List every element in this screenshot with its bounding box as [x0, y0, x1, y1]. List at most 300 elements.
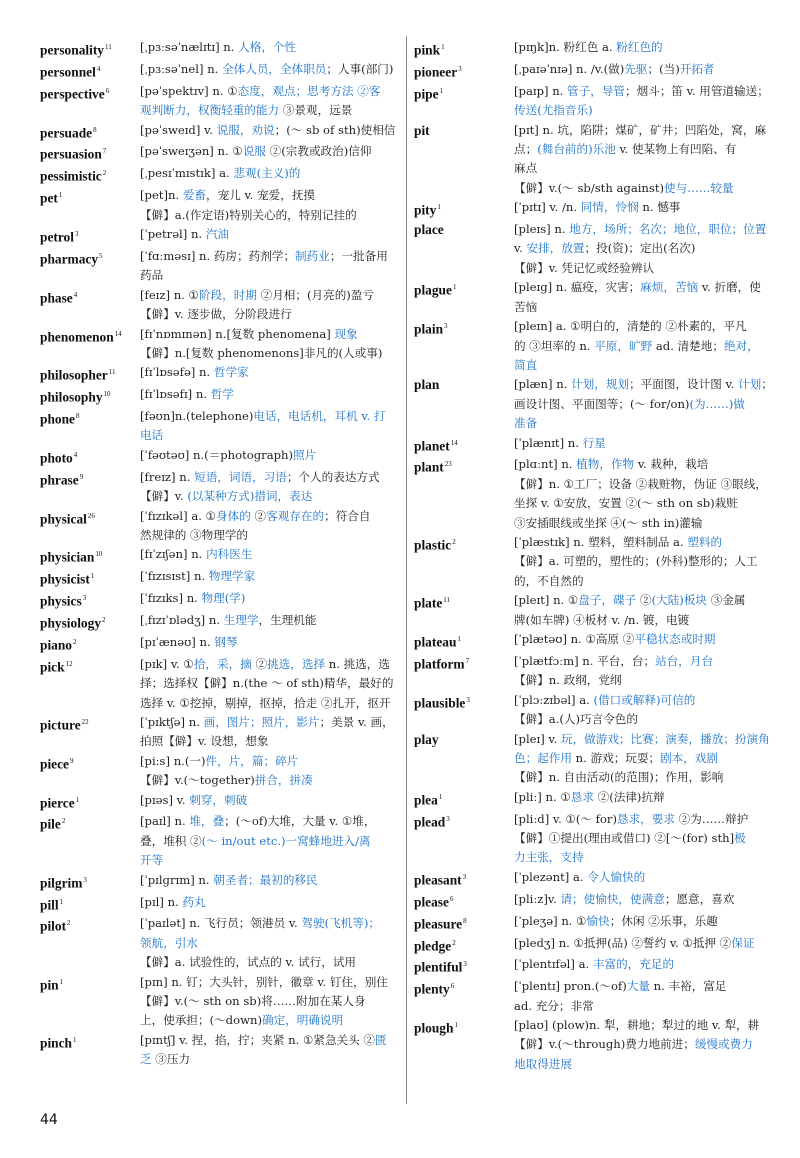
- highlighted-meaning: 丰富的，充足的: [592, 957, 675, 972]
- headword-text: plain: [414, 321, 444, 337]
- definition-text: ②(宗教或政治)信仰: [265, 144, 372, 159]
- definition-text: ；符合自: [324, 508, 371, 523]
- left-column: [40, 38, 402, 1070]
- definition-text: ②(法律)抗辩: [593, 789, 665, 804]
- definition-text: 选择 v. ①挖掉，剔掉，抠掉，拾走 ②扎开，抠开: [140, 695, 391, 710]
- definition-text: ；(～ sb of sth)使相信: [274, 122, 396, 137]
- headword-text: pessimistic: [40, 168, 102, 184]
- definition-text: [pet]n.: [140, 188, 183, 203]
- definition-text: [plaʊ] (plow)n. 犁，耕地；犁过的地 v. 犁，耕: [514, 1018, 760, 1033]
- definition-line: [140, 507, 402, 526]
- definition-line: [514, 1035, 776, 1054]
- highlighted-meaning: 剧本，戏剧: [660, 750, 719, 765]
- highlighted-meaning: (大陆)板块: [651, 593, 708, 608]
- headword-text: plastic: [414, 537, 452, 553]
- highlighted-meaning: 盘子，碟子: [578, 593, 637, 608]
- dict-entry: [414, 1016, 776, 1074]
- definition: [140, 973, 402, 1031]
- definition-line: [140, 446, 402, 465]
- definition: [140, 812, 402, 870]
- definition-text: ；个人的表达方式: [286, 469, 380, 484]
- definition-line: [514, 977, 776, 996]
- definition-text: [pɪk] v. ①: [140, 656, 194, 671]
- dict-entry: [40, 82, 402, 121]
- definition-line: [514, 710, 776, 729]
- headword-text: plateau: [414, 634, 457, 650]
- dict-entry: [414, 434, 776, 456]
- headword-text: place: [414, 222, 444, 238]
- headword: [40, 655, 140, 677]
- definition-text: ；美景 v. 画，: [319, 714, 394, 729]
- definition-text: ③安插眼线或坐探 ④(～ sth in)灌输: [514, 515, 703, 530]
- definition: [514, 455, 776, 533]
- dict-entry: [414, 375, 776, 433]
- headword-text: pinch: [40, 1035, 73, 1051]
- definition-line: [140, 468, 402, 487]
- dict-entry: [414, 912, 776, 934]
- dict-entry: [414, 868, 776, 890]
- headword: [40, 713, 140, 735]
- highlighted-meaning: 极: [734, 831, 746, 846]
- definition-text: 【僻】a.(人)巧言令色的: [514, 712, 638, 727]
- headword: [40, 468, 140, 490]
- frequency-count: 1: [59, 897, 64, 906]
- definition-line: [514, 768, 776, 787]
- definition-line: [514, 494, 776, 513]
- definition-line: [140, 363, 402, 382]
- headword: [40, 82, 140, 104]
- frequency-count: 2: [73, 637, 77, 646]
- definition-line: [514, 1055, 776, 1074]
- headword-text: piece: [40, 756, 69, 772]
- dict-entry: [414, 955, 776, 977]
- definition-text: n. 挑选，选: [325, 656, 390, 671]
- frequency-count: 5: [99, 251, 103, 260]
- highlighted-meaning: 物理(学): [201, 591, 246, 606]
- definition-text: ；投(资)；定出(名次): [584, 241, 696, 256]
- definition-line: [140, 426, 402, 445]
- highlighted-meaning: 粉红色的: [616, 40, 663, 54]
- headword: [40, 385, 140, 407]
- definition-line: [140, 674, 402, 693]
- definition-line: [514, 630, 776, 649]
- definition: [514, 652, 776, 691]
- frequency-count: 1: [75, 795, 80, 804]
- dict-entry: [40, 446, 402, 468]
- highlighted-meaning: 客观存在的: [266, 508, 325, 523]
- definition-text: [ˈplentɪ] pron.(～of): [514, 979, 627, 994]
- headword-text: pioneer: [414, 64, 458, 80]
- frequency-count: 26: [87, 511, 95, 520]
- highlighted-meaning: 短语，词语，习语: [194, 469, 287, 484]
- definition: [514, 278, 776, 317]
- highlighted-meaning: 简直: [514, 357, 538, 372]
- dict-entry: [414, 591, 776, 630]
- definition-line: [140, 832, 402, 851]
- definition-text: [pɪt] n. 坑，陷阱；煤矿，矿井；凹陷处，窝，麻: [514, 122, 767, 137]
- highlighted-meaning: 拾，采，摘: [193, 656, 252, 671]
- headword: [414, 890, 514, 912]
- definition-text: [ˈplætəʊ] n. ①高原 ②: [514, 632, 635, 647]
- dict-entry: [40, 121, 402, 143]
- dict-entry: [414, 38, 776, 60]
- headword-text: personality: [40, 42, 104, 58]
- page-number: 44: [40, 1112, 58, 1128]
- definition-line: [514, 912, 776, 931]
- headword: [40, 1031, 140, 1053]
- headword-text: physiology: [40, 615, 102, 631]
- headword-text: physicist: [40, 571, 90, 587]
- frequency-count: 6: [105, 86, 110, 95]
- highlighted-meaning: 汽油: [205, 227, 230, 241]
- dict-entry: [40, 567, 402, 589]
- definition: [514, 375, 776, 433]
- definition-text: ；一批备用: [329, 248, 388, 263]
- definition-text: [ˈplæstɪk] n. 塑料，塑料制品 a.: [514, 535, 688, 550]
- definition-text: [ˌpɜːsəˈnel]: [140, 61, 208, 76]
- headword: [414, 375, 514, 394]
- headword: [40, 446, 140, 468]
- headword: [414, 977, 514, 999]
- definition-text: [pleɪn] a. ①明白的，清楚的 ②朴素的，平凡: [514, 319, 747, 334]
- definition-line: [514, 455, 776, 474]
- definition-line: [514, 414, 776, 433]
- highlighted-meaning: 站台，月台: [655, 653, 714, 668]
- definition-text: ③压力: [151, 1052, 191, 1067]
- headword-text: philosopher: [40, 367, 108, 383]
- definition-text: [pɪˈænəʊ] n.: [140, 634, 215, 649]
- frequency-count: 1: [452, 283, 457, 292]
- highlighted-meaning: 哲学家: [213, 365, 249, 380]
- frequency-count: 2: [102, 616, 106, 624]
- headword: [414, 82, 514, 104]
- definition-text: 【僻】v.(～through)费力地前进；: [514, 1037, 695, 1052]
- definition-text: [paɪp] n.: [514, 83, 568, 98]
- definition-line: [140, 589, 402, 608]
- definition-line: [514, 591, 776, 610]
- definition-line: [514, 140, 776, 159]
- dict-entry: [40, 363, 402, 385]
- definition-text: 【僻】v.(～ sth on sb)将……附加在某人身: [140, 994, 366, 1009]
- definition-line: [140, 121, 402, 140]
- dict-entry: [40, 142, 402, 164]
- definition-text: [paɪl] n.: [140, 814, 190, 829]
- definition-line: [140, 655, 402, 674]
- highlighted-meaning: 刺穿，刺破: [189, 792, 248, 807]
- headword-text: phrase: [40, 472, 79, 488]
- highlighted-meaning: 行星: [582, 435, 606, 450]
- definition-text: ；休闲 ②乐事，乐趣: [609, 913, 718, 928]
- headword-text: plenty: [414, 981, 450, 997]
- dict-entry: [40, 633, 402, 655]
- dict-entry: [40, 611, 402, 633]
- highlighted-meaning: 请；使愉快，使满意: [560, 891, 665, 906]
- definition-text: n. 丰裕，富足: [649, 979, 727, 994]
- definition-text: [pleɪt] n. ①: [514, 593, 579, 608]
- definition-text: n.: [223, 40, 239, 54]
- frequency-count: 1: [90, 572, 95, 581]
- definition-text: 【僻】a.(作定语)特别关心的，特别记挂的: [140, 207, 357, 222]
- frequency-count: 23: [444, 460, 452, 469]
- definition-text: v. 折磨，使: [698, 280, 761, 295]
- dict-entry: [40, 893, 402, 915]
- definition-line: [140, 611, 402, 630]
- definition-line: [140, 1011, 402, 1030]
- definition-text: 【僻】n. 自由活动(的范围)；作用，影响: [514, 770, 724, 785]
- highlighted-meaning: 钢琴: [214, 634, 238, 649]
- highlighted-meaning: 计划，规划: [571, 377, 630, 392]
- definition-text: [pəˈspektɪv] n. ①: [140, 83, 238, 98]
- highlighted-meaning: 药丸: [182, 894, 206, 909]
- definition: [140, 611, 402, 630]
- definition-text: [pɪŋk]n. 粉红色 a.: [514, 40, 617, 54]
- definition-text: [pledʒ] n. ①抵押(品) ②誓约 v. ①抵押 ②: [514, 935, 732, 950]
- highlighted-meaning: 开等: [140, 853, 164, 868]
- highlighted-meaning: 观判断力，权衡轻重的能力: [140, 103, 280, 118]
- definition-text: [ˈpɪlgrɪm] n.: [140, 872, 214, 887]
- definition-line: [140, 82, 402, 101]
- frequency-count: 1: [58, 191, 63, 200]
- definition-line: [514, 220, 776, 239]
- frequency-count: 8: [463, 916, 467, 925]
- definition-text: 然规律的 ③物理学的: [140, 527, 249, 542]
- definition-text: [ˈplænɪt] n.: [514, 435, 583, 450]
- highlighted-meaning: 朝圣者；最初的移民: [213, 872, 318, 887]
- highlighted-meaning: 开拓者: [679, 61, 715, 76]
- headword-text: personnel: [40, 64, 96, 80]
- definition-line: [140, 1050, 402, 1069]
- definition: [140, 247, 402, 286]
- frequency-count: 1: [439, 86, 444, 95]
- dict-entry: [414, 278, 776, 317]
- highlighted-meaning: 平稳状态或时期: [634, 632, 716, 647]
- highlighted-meaning: 态度，观点；思考方法 ②客: [237, 83, 381, 98]
- highlighted-meaning: (借口或解释)可信的: [593, 692, 696, 707]
- definition-text: 上，使承担；(～down): [140, 1013, 262, 1028]
- dict-entry: [40, 38, 402, 60]
- definition: [140, 325, 402, 364]
- highlighted-meaning: 全体人员，全体职员: [222, 61, 327, 76]
- headword-text: pile: [40, 816, 61, 832]
- definition-line: [514, 259, 776, 278]
- definition-line: [514, 239, 776, 258]
- headword-text: pilgrim: [40, 875, 83, 891]
- definition-text: [plɑːnt] n.: [514, 457, 577, 472]
- headword: [40, 325, 140, 347]
- headword: [40, 38, 140, 60]
- headword: [40, 633, 140, 655]
- definition-line: [514, 788, 776, 807]
- definition: [140, 507, 402, 546]
- definition: [140, 468, 402, 507]
- definition-text: n. 憾事: [638, 200, 681, 215]
- headword-text: phone: [40, 411, 75, 427]
- definition: [514, 934, 776, 953]
- definition: [140, 407, 402, 446]
- definition: [140, 385, 402, 404]
- definition-text: 【僻】n. 政纲，党纲: [514, 673, 622, 688]
- headword-text: pink: [414, 42, 441, 58]
- definition: [140, 871, 402, 890]
- definition-line: [514, 934, 776, 953]
- highlighted-meaning: 缓慢或费力: [694, 1037, 753, 1052]
- definition-text: n. 游戏；玩耍；: [571, 750, 661, 765]
- highlighted-meaning: 使与……较量: [664, 180, 734, 195]
- headword: [414, 533, 514, 555]
- frequency-count: 1: [437, 203, 441, 212]
- headword: [40, 973, 140, 995]
- headword: [40, 507, 140, 529]
- definition-line: [514, 848, 776, 867]
- highlighted-meaning: 平原，旷野: [594, 338, 653, 353]
- definition-text: 【僻】v.(～together): [140, 773, 255, 788]
- dict-entry: [414, 198, 776, 220]
- frequency-count: 11: [104, 43, 112, 51]
- definition-line: [514, 955, 776, 974]
- definition: [140, 186, 402, 225]
- definition-line: [514, 749, 776, 768]
- definition: [514, 868, 776, 887]
- dict-entry: [414, 652, 776, 691]
- definition-text: ③金属: [707, 593, 746, 608]
- headword: [414, 38, 514, 60]
- definition: [140, 791, 402, 810]
- definition-line: [140, 893, 402, 912]
- highlighted-meaning: 植物，作物: [576, 457, 635, 472]
- definition-line: [140, 791, 402, 810]
- definition-text: [fɪˈlɒsəfɪ] n.: [140, 387, 211, 402]
- definition-text: 画设计图、平面图等；(～ for/on): [514, 396, 690, 411]
- dict-entry: [40, 589, 402, 611]
- headword-text: pleasant: [414, 872, 462, 888]
- definition: [514, 810, 776, 868]
- definition-text: [ˌfɪzɪˈɒlədʒ] n.: [140, 613, 224, 627]
- definition-line: [140, 487, 402, 506]
- highlighted-meaning: 安排，放置: [526, 241, 585, 256]
- highlighted-meaning: 先驱: [624, 61, 648, 76]
- headword-text: please: [414, 894, 449, 910]
- headword: [40, 142, 140, 164]
- highlighted-meaning: 堆，叠: [189, 814, 225, 829]
- definition-text: 【僻】v. 凭记忆或经验辨认: [514, 260, 655, 275]
- highlighted-meaning: 说服: [242, 144, 266, 159]
- headword-text: platform: [414, 656, 465, 672]
- headword-text: pilot: [40, 918, 67, 934]
- highlighted-meaning: 计划: [738, 377, 762, 392]
- dict-entry: [40, 545, 402, 567]
- dict-entry: [40, 791, 402, 813]
- dict-entry: [414, 730, 776, 788]
- frequency-count: 1: [457, 635, 461, 644]
- definition-line: [140, 286, 402, 305]
- definition-text: [pəˈsweɪʒən] n. ①: [140, 144, 243, 159]
- definition-text: [ˌpɜːsəˈnælɪtɪ]: [140, 40, 224, 54]
- definition: [140, 60, 402, 79]
- definition-line: [140, 325, 402, 344]
- frequency-count: 11: [108, 368, 116, 377]
- headword: [40, 812, 140, 834]
- headword-text: phase: [40, 290, 73, 306]
- definition: [514, 691, 776, 730]
- definition-line: [514, 868, 776, 887]
- definition-text: v.: [514, 241, 527, 256]
- definition-line: [514, 652, 776, 671]
- definition-text: ②: [250, 508, 267, 523]
- highlighted-meaning: 物理学家: [208, 569, 256, 584]
- headword: [40, 545, 140, 567]
- definition-line: [514, 1016, 776, 1035]
- highlighted-meaning: 愉快: [586, 913, 610, 928]
- definition-text: [feɪz] n. ①: [140, 287, 199, 302]
- highlighted-meaning: 恳求，要求: [616, 811, 675, 826]
- headword-text: plead: [414, 814, 446, 830]
- headword: [414, 278, 514, 300]
- headword-text: pit: [414, 122, 430, 138]
- definition-line: [140, 871, 402, 890]
- dict-entry: [40, 164, 402, 186]
- frequency-count: 1: [441, 43, 445, 51]
- headword: [414, 434, 514, 456]
- definition-text: [ˈplɔːzɪbəl] a.: [514, 692, 594, 707]
- highlighted-meaning: 匮: [375, 1032, 387, 1047]
- dict-entry: [40, 914, 402, 972]
- highlighted-meaning: 身体的: [216, 508, 251, 523]
- definition-text: ，宠儿 v. 宠爱，抚摸: [206, 188, 316, 203]
- highlighted-meaning: 挑选，选择: [267, 656, 326, 671]
- definition-text: [ˈfɑːməsɪ] n. 药房；药剂学；: [140, 248, 296, 263]
- definition: [514, 60, 776, 79]
- headword-text: physics: [40, 593, 82, 609]
- highlighted-meaning: 件，片，篇；碎片: [205, 753, 299, 768]
- definition-text: [pliː] n. ①: [514, 789, 571, 804]
- definition-line: [514, 691, 776, 710]
- headword-text: plague: [414, 282, 452, 298]
- headword: [414, 652, 514, 674]
- definition-line: [140, 101, 402, 120]
- definition-text: [ˈpaɪlət] n. 飞行员；领港员 v.: [140, 916, 302, 931]
- frequency-count: 9: [70, 756, 74, 765]
- definition-text: 点；: [514, 141, 538, 156]
- frequency-count: 9: [79, 472, 84, 481]
- highlighted-meaning: 说服，劝说: [216, 122, 275, 137]
- headword: [40, 225, 140, 247]
- definition-text: ；: [761, 377, 773, 392]
- dict-entry: [40, 752, 402, 791]
- dict-entry: [414, 533, 776, 591]
- frequency-count: 2: [61, 817, 66, 826]
- definition-text: [pliːz]v.: [514, 891, 561, 906]
- headword-text: pierce: [40, 795, 75, 811]
- definition-line: [514, 810, 776, 829]
- frequency-count: 2: [67, 919, 71, 928]
- definition: [140, 446, 402, 465]
- dict-entry: [414, 82, 776, 121]
- definition-text: 【僻】a. 试验性的，试点的 v. 试行，试用: [140, 955, 357, 970]
- definition-line: [514, 356, 776, 375]
- highlighted-meaning: 照片: [293, 447, 317, 462]
- frequency-count: 8: [75, 412, 80, 421]
- headword: [414, 955, 514, 977]
- highlighted-meaning: 管子，导管: [567, 83, 626, 98]
- highlighted-meaning: 乏: [140, 1052, 152, 1067]
- definition-text: [ˈpɪktʃə] n.: [140, 714, 204, 729]
- definition-line: [140, 545, 402, 564]
- headword-text: petrol: [40, 229, 74, 245]
- headword: [414, 691, 514, 713]
- definition-text: v. 使某物上有凹陷、有: [615, 141, 737, 156]
- highlighted-meaning: 同情，怜悯: [580, 200, 639, 215]
- frequency-count: 3: [82, 594, 87, 603]
